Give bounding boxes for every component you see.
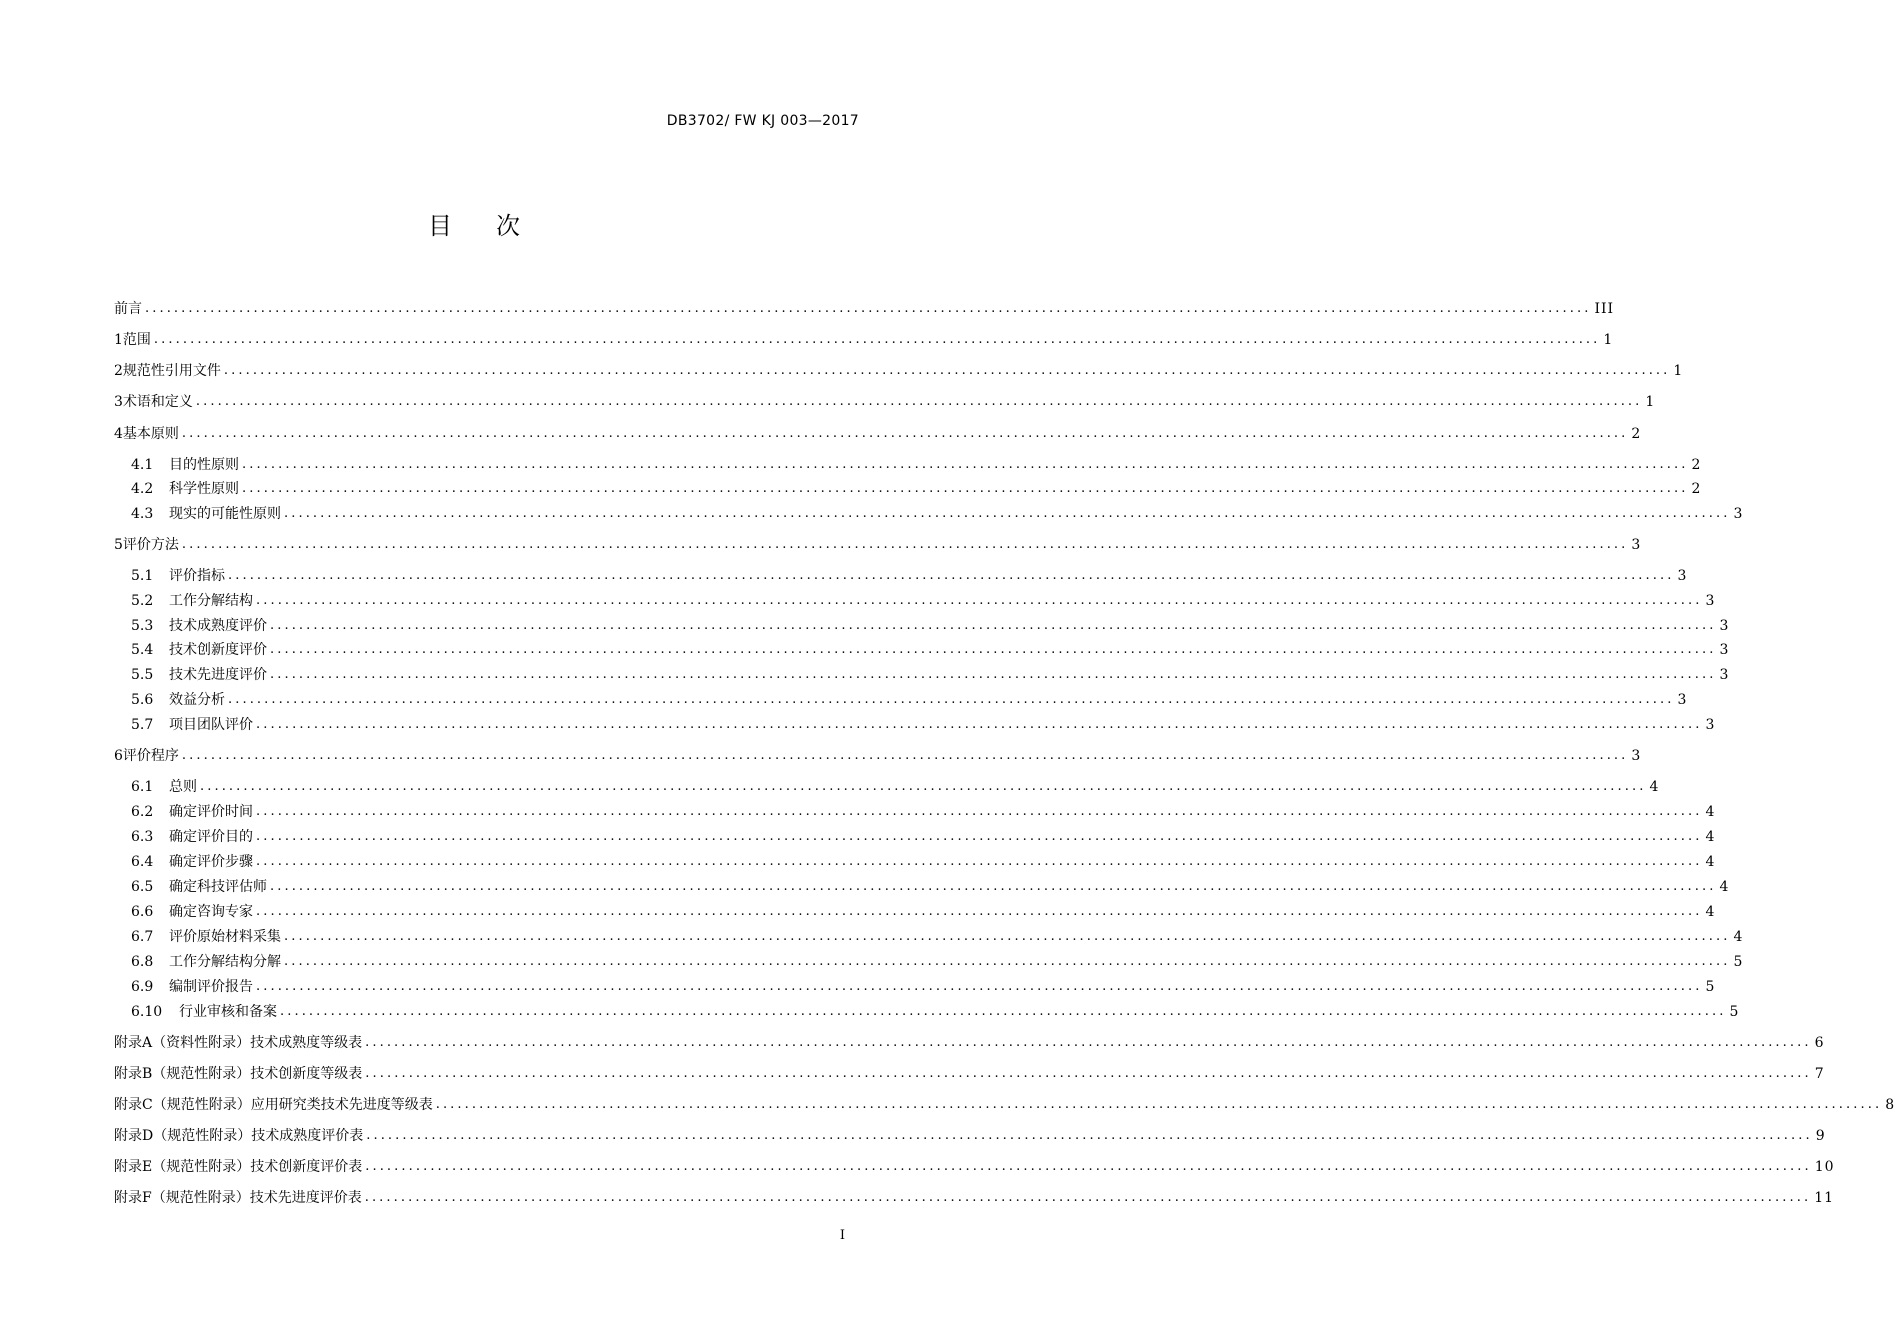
- toc-entry-page: 11: [1814, 1190, 1835, 1206]
- toc-entry-title: 基本原则: [122, 426, 179, 442]
- toc-entry[interactable]: [131, 501, 1744, 523]
- toc-leader-dots: ........................................................................................................................................................................................................: [153, 332, 1601, 347]
- toc-entry-title: 技术成熟度评价: [169, 618, 267, 634]
- toc-entry-page: 6: [1814, 1035, 1825, 1051]
- toc-leader-dots: ........................................................................................................................................................................................................: [270, 879, 1717, 894]
- toc-entry-title: 工作分解结构分解: [169, 954, 281, 970]
- toc-entry-page: 3: [1631, 748, 1642, 764]
- toc-leader-dots: ........................................................................................................................................................................................................: [181, 537, 1629, 552]
- toc-entry-title: 确定科技评估师: [169, 879, 267, 895]
- toc-entry-title: 总则: [169, 779, 197, 795]
- toc-entry-number: 3: [114, 394, 123, 410]
- toc-entry-title: 目的性原则: [169, 457, 239, 473]
- toc-leader-dots: ........................................................................................................................................................................................................: [284, 929, 1731, 944]
- toc-entry[interactable]: [131, 949, 1744, 971]
- toc-leader-dots: ........................................................................................................................................................................................................: [435, 1097, 1883, 1112]
- toc-entry[interactable]: [131, 452, 1702, 474]
- toc-entry-title: 编制评价报告: [169, 979, 253, 995]
- toc-leader-dots: ........................................................................................................................................................................................................: [228, 568, 1675, 583]
- toc-entry-title: 确定评价时间: [169, 804, 253, 820]
- toc-entry-number: 5.4: [131, 642, 154, 658]
- toc-entry-title: 技术创新度等级表: [250, 1066, 363, 1082]
- toc-entry[interactable]: [131, 476, 1702, 498]
- toc-entry-number: 6.9: [131, 979, 154, 995]
- toc-entry-number: 4.3: [131, 506, 154, 522]
- toc-entry-number: 5.3: [131, 618, 154, 634]
- toc-leader-dots: ........................................................................................................................................................................................................: [242, 481, 1689, 496]
- toc-entry-page: 3: [1677, 568, 1688, 584]
- toc-entry[interactable]: [114, 1030, 1825, 1052]
- toc-entry-number: 5.6: [131, 692, 154, 708]
- toc-entry-page: 4: [1705, 829, 1716, 845]
- toc-entry-title: 术语和定义: [122, 394, 193, 410]
- toc-entry-page: 4: [1705, 904, 1716, 920]
- toc-entry-number: 附录F（规范性附录）: [114, 1190, 250, 1206]
- toc-leader-dots: ........................................................................................................................................................................................................: [270, 667, 1717, 682]
- toc-leader-dots: ........................................................................................................................................................................................................: [365, 1035, 1812, 1050]
- toc-entry-title: 范围: [122, 332, 151, 348]
- toc-entry-page: 3: [1705, 593, 1716, 609]
- toc-leader-dots: ........................................................................................................................................................................................................: [256, 904, 1703, 919]
- toc-title-part1: 目: [428, 212, 454, 240]
- toc-entry[interactable]: [131, 849, 1716, 871]
- toc-entry-page: 2: [1631, 426, 1642, 442]
- toc-entry[interactable]: [114, 743, 1642, 765]
- toc-entry[interactable]: [114, 1185, 1835, 1207]
- toc-entry-number: 6.1: [131, 779, 154, 795]
- toc-leader-dots: ........................................................................................................................................................................................................: [365, 1066, 1812, 1081]
- toc-leader-dots: ........................................................................................................................................................................................................: [284, 954, 1731, 969]
- toc-entry-title: 技术先进度评价表: [249, 1190, 362, 1206]
- toc-entry-page: III: [1594, 301, 1615, 317]
- toc-entry-page: 4: [1733, 929, 1744, 945]
- toc-entry-page: 8: [1885, 1097, 1895, 1113]
- toc-entry[interactable]: [114, 1154, 1835, 1176]
- toc-entry[interactable]: [114, 327, 1614, 349]
- toc-entry-page: 3: [1733, 506, 1744, 522]
- toc-entry[interactable]: [114, 1061, 1825, 1083]
- toc-entry[interactable]: [131, 824, 1716, 846]
- toc-entry-number: 4.2: [131, 481, 154, 497]
- toc-entry[interactable]: [114, 358, 1684, 380]
- toc-leader-dots: ........................................................................................................................................................................................................: [284, 506, 1731, 521]
- toc-entry[interactable]: [131, 974, 1716, 996]
- toc-entry-number: 5.2: [131, 593, 154, 609]
- toc-entry-title: 技术创新度评价表: [250, 1159, 363, 1175]
- toc-entry-page: 1: [1603, 332, 1614, 348]
- toc-entry-number: 6.7: [131, 929, 154, 945]
- toc-leader-dots: ........................................................................................................................................................................................................: [365, 1159, 1812, 1174]
- toc-entry-number: 附录A（资料性附录）: [114, 1035, 251, 1051]
- toc-entry-page: 9: [1815, 1128, 1826, 1144]
- toc-entry[interactable]: [131, 662, 1730, 684]
- toc-title-part2: 次: [496, 212, 522, 240]
- toc-entry-title: 前言: [114, 301, 142, 317]
- toc-entry[interactable]: [131, 563, 1688, 585]
- toc-entry-title: 确定咨询专家: [169, 904, 253, 920]
- toc-entry-number: 4.1: [131, 457, 154, 473]
- toc-entry-page: 4: [1649, 779, 1660, 795]
- toc-entry-title: 应用研究类技术先进度等级表: [250, 1097, 433, 1113]
- toc-entry-page: 4: [1719, 879, 1730, 895]
- toc-entry-number: 4: [114, 426, 123, 442]
- toc-leader-dots: ........................................................................................................................................................................................................: [145, 301, 1592, 316]
- toc-entry[interactable]: [131, 924, 1744, 946]
- toc-entry-number: 6: [114, 748, 123, 764]
- toc-entry[interactable]: [114, 296, 1615, 318]
- toc-entry[interactable]: [131, 687, 1688, 709]
- toc-entry[interactable]: [131, 712, 1716, 734]
- toc-leader-dots: ........................................................................................................................................................................................................: [256, 829, 1703, 844]
- toc-entry-page: 7: [1814, 1066, 1825, 1082]
- toc-entry-page: 4: [1705, 804, 1716, 820]
- toc-entry-page: 2: [1691, 457, 1702, 473]
- toc-entry-title: 确定评价目的: [169, 829, 253, 845]
- toc-leader-dots: ........................................................................................................................................................................................................: [181, 426, 1629, 441]
- toc-entry-number: 附录C（规范性附录）: [114, 1097, 251, 1113]
- toc-entry-page: 2: [1691, 481, 1702, 497]
- toc-entry-title: 项目团队评价: [169, 717, 253, 733]
- toc-entry-title: 评价程序: [122, 748, 179, 764]
- toc-entry-number: 6.6: [131, 904, 154, 920]
- toc-entry-number: 5: [114, 537, 123, 553]
- toc-entry-number: 6.5: [131, 879, 154, 895]
- toc-leader-dots: ........................................................................................................................................................................................................: [256, 717, 1703, 732]
- toc-entry-title: 确定评价步骤: [169, 854, 253, 870]
- toc-entry[interactable]: [114, 1092, 1895, 1114]
- toc-entry-number: 6.2: [131, 804, 154, 820]
- toc-entry[interactable]: [131, 637, 1730, 659]
- toc-entry[interactable]: [114, 1123, 1826, 1145]
- toc-leader-dots: ........................................................................................................................................................................................................: [256, 854, 1703, 869]
- toc-entry-title: 现实的可能性原则: [169, 506, 281, 522]
- toc-entry[interactable]: [131, 613, 1730, 635]
- toc-entry-number: 6.10: [131, 1004, 163, 1020]
- toc-leader-dots: ........................................................................................................................................................................................................: [270, 618, 1717, 633]
- toc-entry[interactable]: [131, 874, 1730, 896]
- toc-leader-dots: ........................................................................................................................................................................................................: [280, 1004, 1727, 1019]
- toc-entry-page: 10: [1814, 1159, 1835, 1175]
- toc-entry[interactable]: [131, 799, 1716, 821]
- toc-entry-number: 5.5: [131, 667, 154, 683]
- toc-entry-title: 评价方法: [122, 537, 179, 553]
- toc-entry[interactable]: [131, 899, 1716, 921]
- toc-entry-number: 6.8: [131, 954, 154, 970]
- toc-entry-number: 5.7: [131, 717, 154, 733]
- toc-entry-title: 技术成熟度等级表: [250, 1035, 363, 1051]
- toc-entry-page: 3: [1719, 618, 1730, 634]
- toc-entry-number: 附录E（规范性附录）: [114, 1159, 251, 1175]
- toc-entry-page: 1: [1673, 363, 1684, 379]
- toc-leader-dots: ........................................................................................................................................................................................................: [256, 593, 1703, 608]
- toc-entry[interactable]: [114, 532, 1642, 554]
- toc-leader-dots: ........................................................................................................................................................................................................: [256, 979, 1703, 994]
- toc-entry[interactable]: [131, 999, 1740, 1021]
- toc-entry-title: 技术成熟度评价表: [251, 1128, 364, 1144]
- toc-leader-dots: ........................................................................................................................................................................................................: [195, 394, 1643, 409]
- toc-entry-page: 3: [1705, 717, 1716, 733]
- toc-entry-page: 3: [1719, 667, 1730, 683]
- toc-entry-page: 1: [1645, 394, 1656, 410]
- toc-leader-dots: ........................................................................................................................................................................................................: [200, 779, 1647, 794]
- toc-entry-number: 附录D（规范性附录）: [114, 1128, 252, 1144]
- toc-entry-page: 5: [1729, 1004, 1740, 1020]
- toc-entry-title: 科学性原则: [169, 481, 239, 497]
- document-code: DB3702/ FW KJ 003—2017: [666, 113, 859, 129]
- toc-entry-page: 4: [1705, 854, 1716, 870]
- toc-entry-page: 5: [1705, 979, 1716, 995]
- toc-entry-number: 2: [114, 363, 123, 379]
- toc-leader-dots: ........................................................................................................................................................................................................: [181, 748, 1629, 763]
- toc-entry[interactable]: [114, 389, 1656, 411]
- toc-entry-title: 技术先进度评价: [169, 667, 267, 683]
- toc-entry-page: 3: [1719, 642, 1730, 658]
- toc-leader-dots: ........................................................................................................................................................................................................: [270, 642, 1717, 657]
- toc-entry-page: 5: [1733, 954, 1744, 970]
- toc-entry[interactable]: [114, 421, 1642, 443]
- toc-entry-number: 6.3: [131, 829, 154, 845]
- toc-entry-number: 1: [114, 332, 123, 348]
- toc-entry-title: 行业审核和备案: [179, 1004, 277, 1020]
- toc-entry-title: 技术创新度评价: [169, 642, 267, 658]
- toc-entry-title: 评价指标: [169, 568, 225, 584]
- toc-leader-dots: ........................................................................................................................................................................................................: [256, 804, 1703, 819]
- toc-entry-page: 3: [1631, 537, 1642, 553]
- toc-entry-title: 规范性引用文件: [122, 363, 221, 379]
- toc-entry-number: 附录B（规范性附录）: [114, 1066, 251, 1082]
- toc-entry[interactable]: [131, 774, 1660, 796]
- toc-title: [0, 206, 950, 241]
- toc-entry-title: 工作分解结构: [169, 593, 253, 609]
- toc-entry-title: 评价原始材料采集: [169, 929, 281, 945]
- footer-page-number: I: [839, 1228, 845, 1243]
- toc-leader-dots: ........................................................................................................................................................................................................: [223, 363, 1671, 378]
- toc-entry-page: 3: [1677, 692, 1688, 708]
- toc-entry-title: 效益分析: [169, 692, 225, 708]
- toc-leader-dots: ........................................................................................................................................................................................................: [242, 457, 1689, 472]
- toc-entry[interactable]: [131, 588, 1716, 610]
- toc-entry-number: 5.1: [131, 568, 154, 584]
- toc-leader-dots: ........................................................................................................................................................................................................: [366, 1128, 1813, 1143]
- toc-leader-dots: ........................................................................................................................................................................................................: [228, 692, 1675, 707]
- toc-leader-dots: ........................................................................................................................................................................................................: [364, 1190, 1812, 1205]
- toc-entry-number: 6.4: [131, 854, 154, 870]
